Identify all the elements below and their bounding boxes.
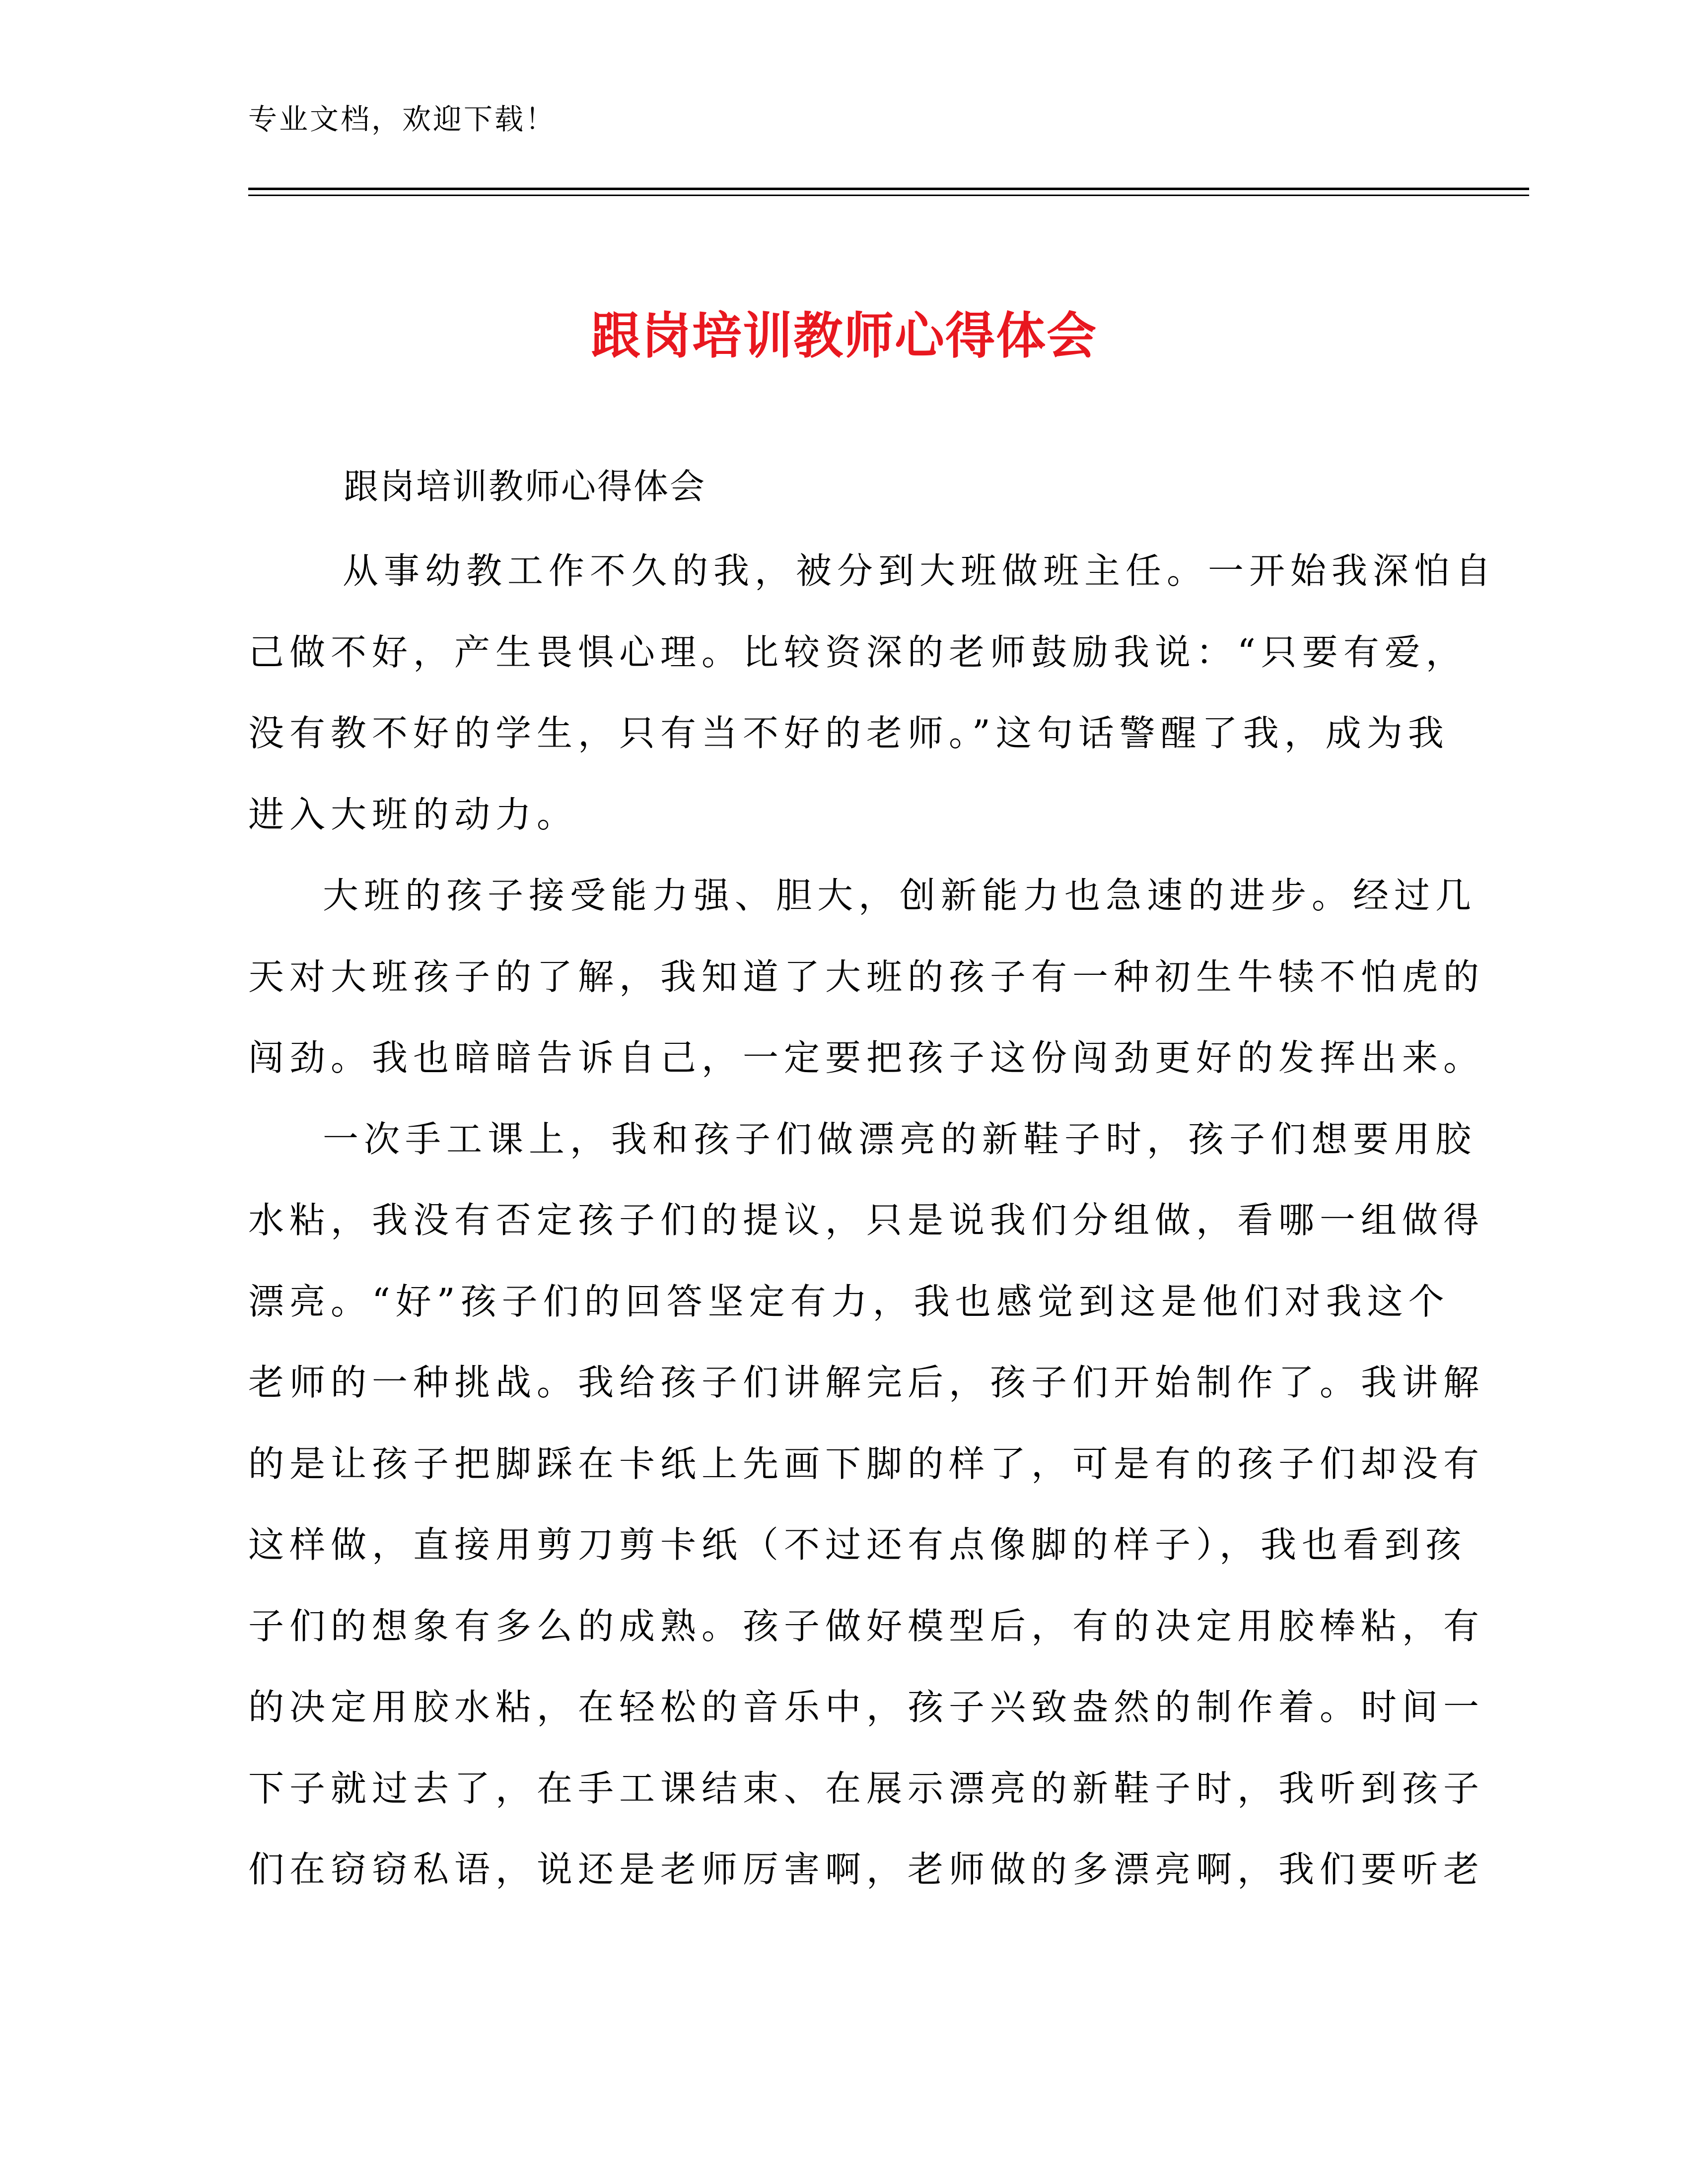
paragraph-line: 下子就过去了，在手工课结束、在展示漂亮的新鞋子时，我听到孩子 — [248, 1767, 1485, 1809]
page-header-text: 专业文档，欢迎下载！ — [248, 102, 557, 136]
paragraph-line: 的是让孩子把脚踩在卡纸上先画下脚的样了，可是有的孩子们却没有 — [248, 1442, 1485, 1485]
paragraph-line: 一次手工课上，我和孩子们做漂亮的新鞋子时，孩子们想要用胶 — [323, 1118, 1477, 1160]
paragraph-line: 水粘，我没有否定孩子们的提议，只是说我们分组做，看哪一组做得 — [248, 1199, 1485, 1241]
paragraph-line: 这样做，直接用剪刀剪卡纸（不过还有点像脚的样子），我也看到孩 — [248, 1524, 1467, 1566]
paragraph-line: 子们的想象有多么的成熟。孩子做好模型后，有的决定用胶棒粘，有 — [248, 1605, 1485, 1647]
paragraph-line: 进入大班的动力。 — [248, 793, 578, 835]
paragraph-line: 们在窃窃私语，说还是老师厉害啊，老师做的多漂亮啊，我们要听老 — [248, 1848, 1485, 1890]
paragraph-line: 己做不好，产生畏惧心理。比较资深的老师鼓励我说：“只要有爱， — [248, 631, 1467, 673]
document-subtitle: 跟岗培训教师心得体会 — [344, 466, 706, 507]
paragraph-line: 大班的孩子接受能力强、胆大，创新能力也急速的进步。经过几 — [323, 875, 1477, 916]
paragraph-line: 没有教不好的学生，只有当不好的老师。”这句话警醒了我，成为我 — [248, 712, 1449, 754]
paragraph-line: 的决定用胶水粘，在轻松的音乐中，孩子兴致盎然的制作着。时间一 — [248, 1686, 1485, 1728]
paragraph-line: 从事幼教工作不久的我，被分到大班做班主任。一开始我深怕自 — [343, 550, 1497, 592]
paragraph-line: 老师的一种挑战。我给孩子们讲解完后，孩子们开始制作了。我讲解 — [248, 1362, 1485, 1403]
document-title: 跟岗培训教师心得体会 — [591, 307, 1097, 365]
paragraph-line: 天对大班孩子的了解，我知道了大班的孩子有一种初生牛犊不怕虎的 — [248, 956, 1485, 998]
paragraph-line: 漂亮。“好”孩子们的回答坚定有力，我也感觉到这是他们对我这个 — [248, 1280, 1450, 1322]
paragraph-line: 闯劲。我也暗暗告诉自己，一定要把孩子这份闯劲更好的发挥出来。 — [248, 1037, 1485, 1079]
header-divider-top — [248, 188, 1529, 190]
document-body — [248, 541, 1497, 1921]
header-divider-bottom — [248, 195, 1529, 196]
